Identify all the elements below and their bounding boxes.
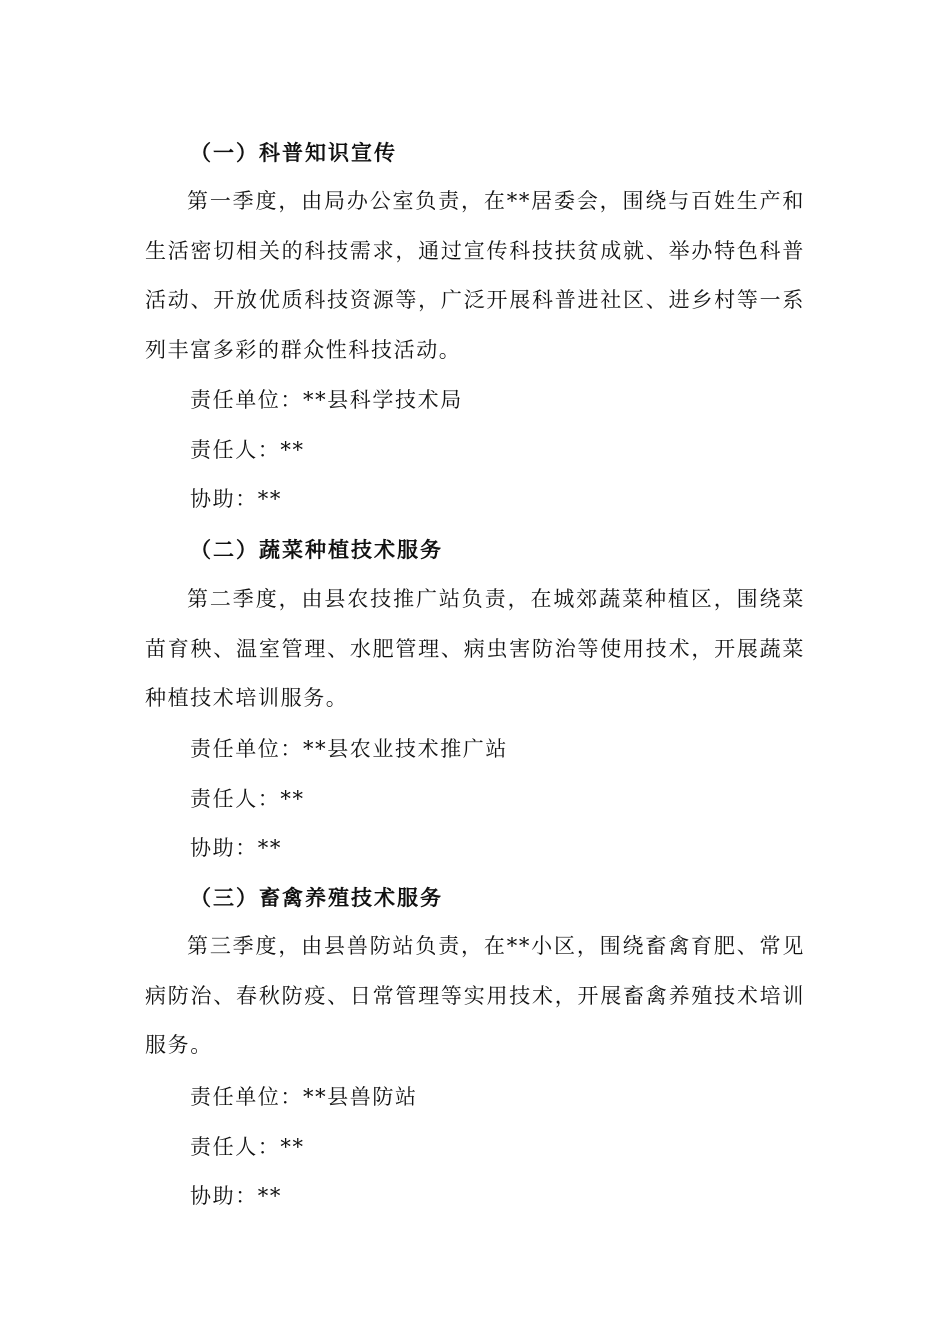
section-heading-3: （三）畜禽养殖技术服务 xyxy=(190,885,443,910)
section-paragraph-2: 第二季度，由县农技推广站负责，在城郊蔬菜种植区，围绕菜苗育秧、温室管理、水肥管理、病虫害防治等使用技术，开展蔬菜种植技术培训服务。 xyxy=(145,587,805,711)
section-heading-2: （二）蔬菜种植技术服务 xyxy=(190,537,443,562)
responsible-person-2: 责任人：** xyxy=(190,787,305,811)
assistant-3: 协助：** xyxy=(190,1184,282,1208)
assistant-1: 协助：** xyxy=(190,487,282,511)
responsible-person-1: 责任人：** xyxy=(190,438,305,462)
responsible-unit-2: 责任单位：**县农业技术推广站 xyxy=(190,737,508,761)
section-heading-1: （一）科普知识宣传 xyxy=(190,140,397,165)
responsible-unit-1: 责任单位：**县科学技术局 xyxy=(190,388,463,412)
assistant-2: 协助：** xyxy=(190,836,282,860)
responsible-person-3: 责任人：** xyxy=(190,1135,305,1159)
responsible-unit-3: 责任单位：**县兽防站 xyxy=(190,1085,418,1109)
section-paragraph-1: 第一季度，由局办公室负责，在**居委会，围绕与百姓生产和生活密切相关的科技需求，通过宣传科技扶贫成就、举办特色科普活动、开放优质科技资源等，广泛开展科普进社区、进乡村等一系列丰富多彩的群众性科技活动。 xyxy=(145,189,805,363)
section-paragraph-3: 第三季度，由县兽防站负责，在**小区，围绕畜禽育肥、常见病防治、春秋防疫、日常管理等实用技术，开展畜禽养殖技术培训服务。 xyxy=(145,934,805,1058)
